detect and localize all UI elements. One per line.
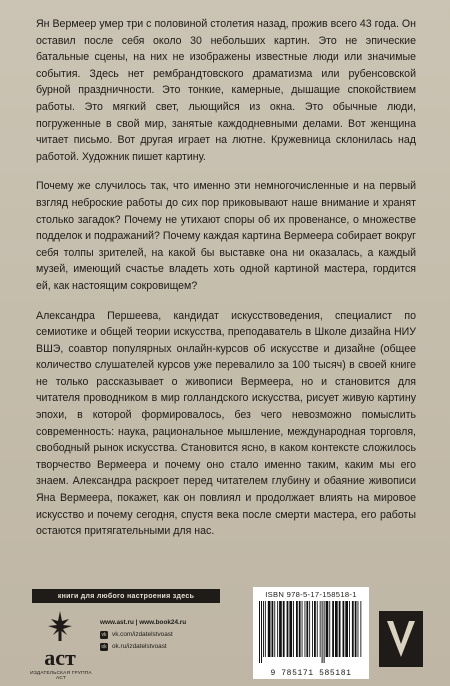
barcode-bar <box>263 601 264 657</box>
ok-link[interactable]: ok.ru/izdatelstvoast <box>112 643 167 650</box>
barcode-bar <box>279 601 282 657</box>
barcode-bar <box>339 601 341 657</box>
vk-row <box>100 629 240 641</box>
barcode-image <box>257 601 365 663</box>
barcode-bar <box>329 601 330 657</box>
publisher-mark-icon <box>379 611 423 667</box>
barcode-bar <box>299 601 301 657</box>
barcode-bar <box>265 601 266 657</box>
barcode-digits: 9 785171 585181 <box>270 669 352 678</box>
barcode-bar <box>287 601 289 657</box>
barcode-bar <box>317 601 318 657</box>
vk-icon: vk <box>101 632 107 638</box>
barcode-bar <box>320 601 321 657</box>
barcode-bar <box>272 601 274 657</box>
tagline-banner: книги для любого настроения здесь <box>32 589 220 603</box>
barcode-bar <box>358 601 359 657</box>
barcode-bar <box>277 601 278 657</box>
sites-row <box>100 617 240 629</box>
ast-logo-icon <box>34 609 86 671</box>
ok-icon: ok <box>101 644 107 650</box>
ok-row <box>100 641 240 653</box>
barcode-bar <box>309 601 310 657</box>
barcode-bar <box>352 601 354 657</box>
paragraph-3: Александра Першеева, кандидат искусствоведения, специалист по семиотике и общей теории искусства, преподаватель в Школе дизайна НИУ ВШЭ, соавтор популярных онлайн-курсов об искусстве и дизайне (общее количество слушателей курсов уже перевалило за 100 тысяч) в своей книге не только рассказывает о живописи Вермеера, но и становится для читателя проводником в мир голландского искусства, рисует живую картину эпохи, в которой формировалось, без чего невозможно помыслить современность: наука, рациональное мышление, международная торговля, свободный рынок искусства. Становится ясно, в каком контексте сложилось творчество Вермеера и почему оно стало именно таким, каким мы его знаем. Александра раскроет перед читателем глубину и обаяние живописи Яна Вермеера, покажет, как он повлиял и продолжает влиять на мировое искусство и почему сегодня, спустя века после смерти мастера, его работы остаются притягательными для нас. <box>36 309 416 538</box>
barcode-bar <box>261 601 262 663</box>
vk-link[interactable]: vk.com/izdatelstvoast <box>112 631 173 638</box>
sites-link[interactable]: www.ast.ru | www.book24.ru <box>100 619 187 626</box>
barcode-bar <box>259 601 260 663</box>
barcode-bar <box>324 601 325 663</box>
annotation-text <box>36 16 416 553</box>
ast-caption: ИЗДАТЕЛЬСКАЯ ГРУППА АСТ <box>30 671 92 681</box>
paragraph-1: Ян Вермеер умер три с половиной столетия назад, прожив всего 43 года. Он оставил после себя около 30 небольших картин. Это не эпические батальные сцены, на них не изображены известные люди или значимые события. Здесь нет рембрандтовского драматизма или рубенсовской бурной праздничности. Это тонкие, камерные, дышащие спокойствием работы. Это мягкий свет, льющийся из окна. Это обычные люди, погруженные в свой мир, занятые каждодневными делами. Вот женщина читает письмо. Вот другая играет на лютне. Кружевница склонилась над работой. Художник пишет картину. <box>36 18 416 163</box>
barcode-bar <box>345 601 348 657</box>
barcode-bar <box>335 601 338 657</box>
barcode-bar <box>306 601 308 657</box>
barcode-bar <box>355 601 357 657</box>
barcode-bar <box>302 601 303 657</box>
barcode-bar <box>283 601 285 657</box>
barcode-bar <box>312 601 313 657</box>
isbn-label: ISBN 978-5-17-158518-1 <box>265 590 357 599</box>
barcode-bar <box>268 601 271 657</box>
ast-logo-text: аст <box>44 645 76 670</box>
barcode-bar <box>305 601 306 657</box>
barcode-bar <box>322 601 323 663</box>
publisher-links <box>100 617 240 653</box>
barcode-bar <box>360 601 361 657</box>
barcode-bar <box>349 601 350 657</box>
barcode-bar <box>293 601 294 657</box>
barcode-bar <box>326 601 329 657</box>
barcode-bar <box>296 601 298 657</box>
barcode-bar <box>343 601 345 657</box>
isbn-barcode-block <box>253 587 369 679</box>
barcode-bar <box>314 601 316 657</box>
barcode-bar <box>332 601 334 657</box>
barcode-bar <box>274 601 275 657</box>
barcode-bar <box>289 601 292 657</box>
paragraph-2: Почему же случилось так, что именно эти немногочисленные и на первый взгляд неброские работы до сих пор приковывают наше внимание и хранят столько загадок? Почему не утихают споры об их провенансе, о множестве подделок и подражаний? Почему каждая картина Вермеера собирает вокруг себя толпы зрителей, на какой бы выставке она ни оказалась, а каждый музей, имеющий счастье владеть хоть одной картиной мастера, гордится ей, как настоящим сокровищем? <box>36 180 416 292</box>
